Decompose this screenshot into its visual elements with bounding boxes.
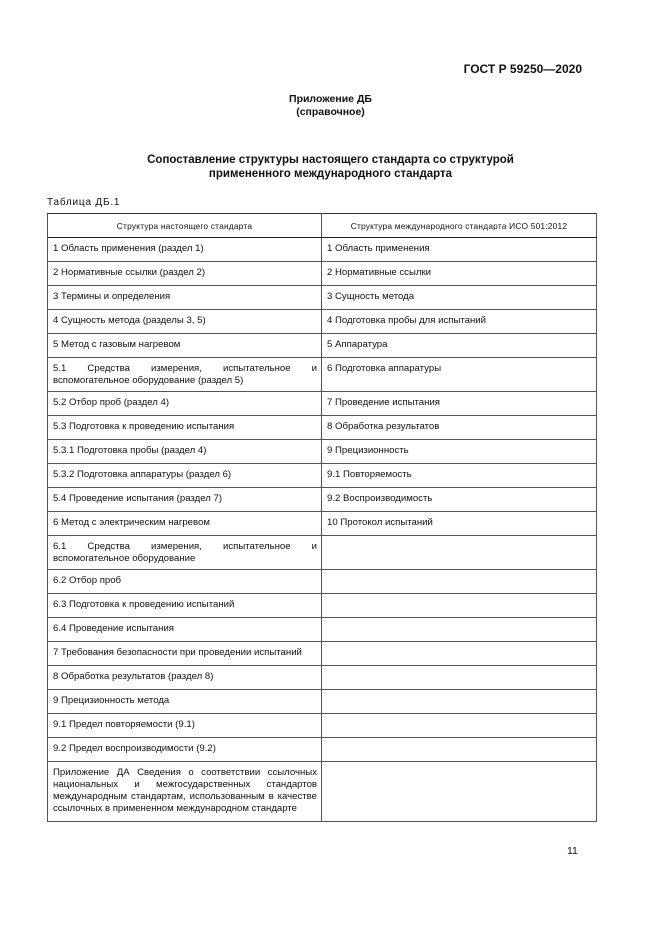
cell-this-standard: Приложение ДА Сведения о соответствии ссылочных национальных и межгосударственных стандартов международным стандартам, использованным в качестве ссылочных в примененном международном стандарте: [48, 762, 322, 822]
table-row: [48, 666, 597, 690]
cell-this-standard: 9.2 Предел воспроизводимости (9.2): [48, 738, 322, 762]
table-label: Таблица ДБ.1: [47, 197, 121, 208]
cell-international-standard: 9.1 Повторяемость: [322, 464, 597, 488]
cell-international-standard: [322, 570, 597, 594]
cell-this-standard: 5.4 Проведение испытания (раздел 7): [48, 488, 322, 512]
column-header-international-standard: Структура международного стандарта ИСО 501:2012: [322, 214, 597, 238]
appendix-title: Приложение ДБ: [289, 93, 372, 105]
cell-this-standard: 4 Сущность метода (разделы 3, 5): [48, 310, 322, 334]
section-heading: [0, 153, 661, 181]
table-row: [48, 642, 597, 666]
cell-international-standard: 4 Подготовка пробы для испытаний: [322, 310, 597, 334]
table-row: [48, 618, 597, 642]
cell-this-standard: 5 Метод с газовым нагревом: [48, 334, 322, 358]
table-header-row: [48, 214, 597, 238]
appendix-subtitle: (справочное): [296, 106, 365, 118]
cell-this-standard: 9 Прецизионность метода: [48, 690, 322, 714]
table-row: [48, 464, 597, 488]
cell-this-standard: 1 Область применения (раздел 1): [48, 238, 322, 262]
section-heading-line-2: примененного международного стандарта: [208, 168, 453, 180]
cell-this-standard: 5.3.1 Подготовка пробы (раздел 4): [48, 440, 322, 464]
table-row: [48, 690, 597, 714]
cell-international-standard: 6 Подготовка аппаратуры: [322, 358, 597, 392]
table-row: [48, 238, 597, 262]
comparison-table: [47, 213, 597, 822]
table-row: [48, 512, 597, 536]
table-row: [48, 286, 597, 310]
cell-international-standard: [322, 594, 597, 618]
cell-this-standard: 6.3 Подготовка к проведению испытаний: [48, 594, 322, 618]
table-row: [48, 570, 597, 594]
cell-international-standard: 9.2 Воспроизводимость: [322, 488, 597, 512]
table-row: [48, 738, 597, 762]
cell-international-standard: 2 Нормативные ссылки: [322, 262, 597, 286]
table-row: [48, 440, 597, 464]
column-header-this-standard: Структура настоящего стандарта: [48, 214, 322, 238]
cell-this-standard: 5.3 Подготовка к проведению испытания: [48, 416, 322, 440]
cell-international-standard: [322, 714, 597, 738]
cell-this-standard: 5.3.2 Подготовка аппаратуры (раздел 6): [48, 464, 322, 488]
cell-this-standard: 8 Обработка результатов (раздел 8): [48, 666, 322, 690]
cell-this-standard: 5.1 Средства измерения, испытательное и вспомогательное оборудование (раздел 5): [48, 358, 322, 392]
document-standard-code: ГОСТ Р 59250—2020: [463, 62, 582, 76]
cell-this-standard: 7 Требования безопасности при проведении испытаний: [48, 642, 322, 666]
section-heading-line-1: Сопоставление структуры настоящего стандарта со структурой: [147, 154, 514, 166]
cell-this-standard: 6.4 Проведение испытания: [48, 618, 322, 642]
cell-this-standard: 9.1 Предел повторяемости (9.1): [48, 714, 322, 738]
table-row: [48, 392, 597, 416]
cell-this-standard: 6 Метод с электрическим нагревом: [48, 512, 322, 536]
cell-international-standard: [322, 738, 597, 762]
table-row: [48, 714, 597, 738]
cell-this-standard: 5.2 Отбор проб (раздел 4): [48, 392, 322, 416]
cell-international-standard: 8 Обработка результатов: [322, 416, 597, 440]
table-row: [48, 488, 597, 512]
table-row: [48, 594, 597, 618]
cell-international-standard: [322, 666, 597, 690]
table-row: [48, 334, 597, 358]
cell-this-standard: 6.1 Средства измерения, испытательное и вспомогательное оборудование: [48, 536, 322, 570]
appendix-title-block: [0, 93, 661, 119]
cell-international-standard: 7 Проведение испытания: [322, 392, 597, 416]
cell-international-standard: [322, 690, 597, 714]
cell-international-standard: 10 Протокол испытаний: [322, 512, 597, 536]
cell-international-standard: [322, 536, 597, 570]
table-row: [48, 536, 597, 570]
cell-international-standard: 9 Прецизионность: [322, 440, 597, 464]
table-row: [48, 310, 597, 334]
cell-international-standard: 1 Область применения: [322, 238, 597, 262]
cell-this-standard: 3 Термины и определения: [48, 286, 322, 310]
cell-international-standard: [322, 642, 597, 666]
cell-international-standard: [322, 618, 597, 642]
cell-international-standard: 3 Сущность метода: [322, 286, 597, 310]
table-row: [48, 762, 597, 822]
cell-international-standard: 5 Аппаратура: [322, 334, 597, 358]
cell-this-standard: 6.2 Отбор проб: [48, 570, 322, 594]
table-row: [48, 358, 597, 392]
table-row: [48, 416, 597, 440]
cell-this-standard: 2 Нормативные ссылки (раздел 2): [48, 262, 322, 286]
cell-international-standard: [322, 762, 597, 822]
table-row: [48, 262, 597, 286]
page-number: 11: [567, 845, 578, 857]
